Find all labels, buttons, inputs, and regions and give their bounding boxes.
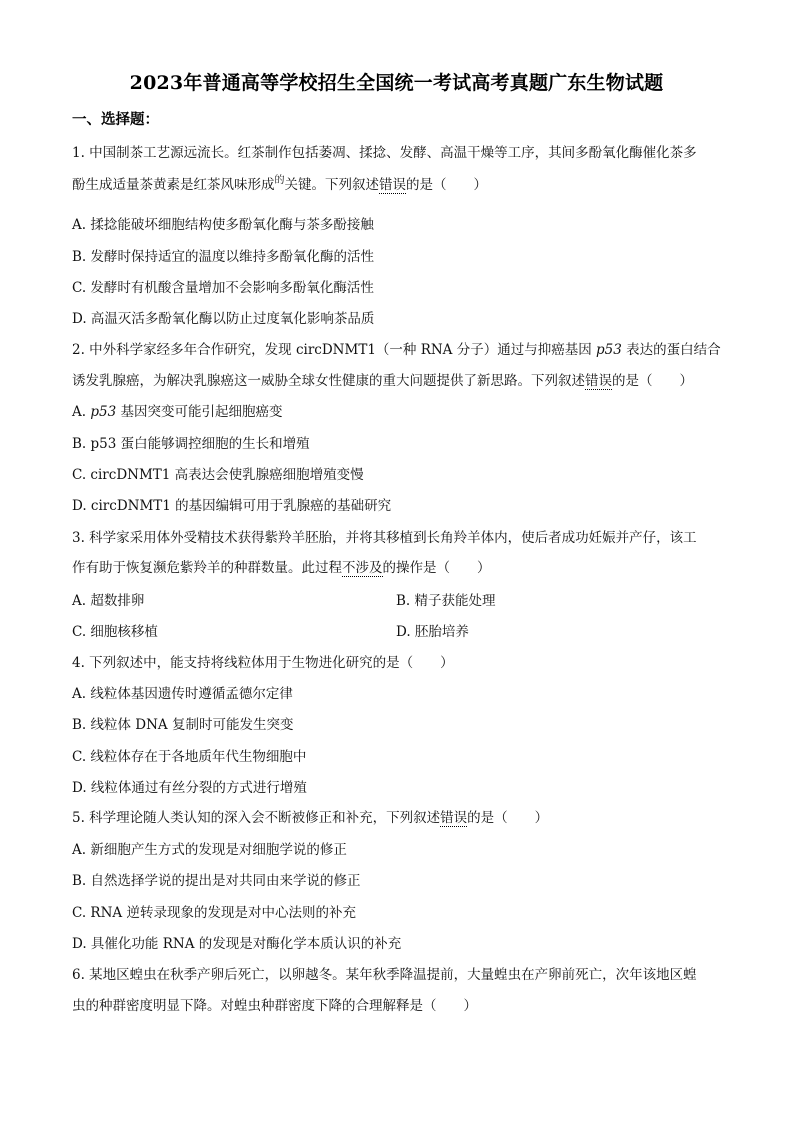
q3-stem-line1: 3. 科学家采用体外受精技术获得紫羚羊胚胎，并将其移植到长角羚羊体内，使后者成功妊娠并产仔，该工 [72, 530, 697, 546]
q2-option-c: C. circDNMT1 高表达会使乳腺癌细胞增殖变慢 [72, 467, 364, 483]
q4-option-b: B. 线粒体 DNA 复制时可能发生突变 [72, 717, 294, 733]
q3-option-a: A. 超数排卵 [72, 593, 145, 609]
q1-stem-text-cont: 关键。下列叙述 [284, 177, 379, 193]
q1-emphasis-word: 错误 [379, 177, 406, 193]
page-title: 2023年普通高等学校招生全国统一考试高考真题广东生物试题 [129, 72, 664, 94]
q1-stem-superscript: 的 [274, 175, 285, 186]
q5-stem-end: 的是（ ） [467, 810, 549, 826]
q2-option-a-gene: p53 [90, 404, 117, 420]
q4-option-a: A. 线粒体基因遗传时遵循孟德尔定律 [72, 686, 293, 702]
q3-stem-line2 [72, 556, 491, 576]
q5-option-b: B. 自然选择学说的提出是对共同由来学说的修正 [72, 873, 361, 889]
q6-stem-line2: 虫的种群密度明显下降。对蝗虫种群密度下降的合理解释是（ ） [72, 998, 477, 1014]
q1-stem-text: 酚生成适量茶黄素是红茶风味形成 [72, 177, 275, 193]
q2-stem-text2: 诱发乳腺癌，为解决乳腺癌这一威胁全球女性健康的重大问题提供了新思路。下列叙述 [72, 373, 585, 389]
q6-stem-line1: 6. 某地区蝗虫在秋季产卵后死亡，以卵越冬。某年秋季降温提前，大量蝗虫在产卵前死亡，次年该地区蝗 [72, 967, 697, 983]
q5-stem-text: 5. 科学理论随人类认知的深入会不断被修正和补充，下列叙述 [72, 810, 441, 826]
q4-option-d: D. 线粒体通过有丝分裂的方式进行增殖 [72, 780, 307, 796]
q4-stem: 4. 下列叙述中，能支持将线粒体用于生物进化研究的是（ ） [72, 655, 454, 671]
q1-option-a: A. 揉捻能破坏细胞结构使多酚氧化酶与茶多酚接触 [72, 217, 374, 233]
q5-option-d: D. 具催化功能 RNA 的发现是对酶化学本质认识的补充 [72, 936, 402, 952]
q2-stem-text: 2. 中外科学家经多年合作研究，发现 circDNMT1（一种 RNA 分子）通过与抑癌基因 [72, 342, 597, 358]
q1-stem-line1: 1. 中国制茶工艺源远流长。红茶制作包括萎凋、揉捻、发酵、高温干燥等工序，其间多酚氧化酶催化茶多 [72, 145, 697, 161]
q2-emphasis-word: 错误 [585, 373, 612, 389]
q2-stem-line2 [72, 369, 693, 389]
q2-stem-line1 [72, 338, 721, 358]
q5-option-a: A. 新细胞产生方式的发现是对细胞学说的修正 [72, 842, 347, 858]
q1-option-b: B. 发酵时保持适宜的温度以维持多酚氧化酶的活性 [72, 249, 375, 265]
q1-stem-end: 的是（ ） [406, 177, 487, 193]
q2-option-a-text: 基因突变可能引起细胞癌变 [116, 404, 283, 420]
q5-emphasis-word: 错误 [440, 810, 468, 826]
q3-option-c: C. 细胞核移植 [72, 624, 158, 640]
q5-option-c: C. RNA 逆转录现象的发现是对中心法则的补充 [72, 905, 356, 921]
q2-stem-text-cont: 表达的蛋白结合 [621, 342, 721, 358]
q2-option-d: D. circDNMT1 的基因编辑可用于乳腺癌的基础研究 [72, 498, 392, 514]
q3-option-d: D. 胚胎培养 [396, 624, 469, 640]
q5-stem [72, 806, 548, 826]
q4-option-c: C. 线粒体存在于各地质年代生物细胞中 [72, 749, 307, 765]
section-heading: 一、选择题： [72, 111, 159, 128]
q3-option-b: B. 精子获能处理 [396, 593, 496, 609]
q3-stem-text: 作有助于恢复濒危紫羚羊的种群数量。此过程 [72, 560, 342, 576]
q2-option-b: B. p53 蛋白能够调控细胞的生长和增殖 [72, 436, 310, 452]
q1-option-d: D. 高温灭活多酚氧化酶以防止过度氧化影响茶品质 [72, 311, 375, 327]
q2-option-a [72, 400, 282, 420]
q3-stem-end: 的操作是（ ） [382, 560, 491, 576]
q2-gene-name: p53 [596, 342, 622, 358]
q2-stem-end: 的是（ ） [612, 373, 693, 389]
q2-option-a-prefix: A. [72, 404, 91, 420]
q1-option-c: C. 发酵时有机酸含量增加不会影响多酚氧化酶活性 [72, 280, 374, 296]
q3-emphasis-word: 不涉及 [342, 560, 383, 576]
q1-stem-line2 [72, 173, 487, 193]
